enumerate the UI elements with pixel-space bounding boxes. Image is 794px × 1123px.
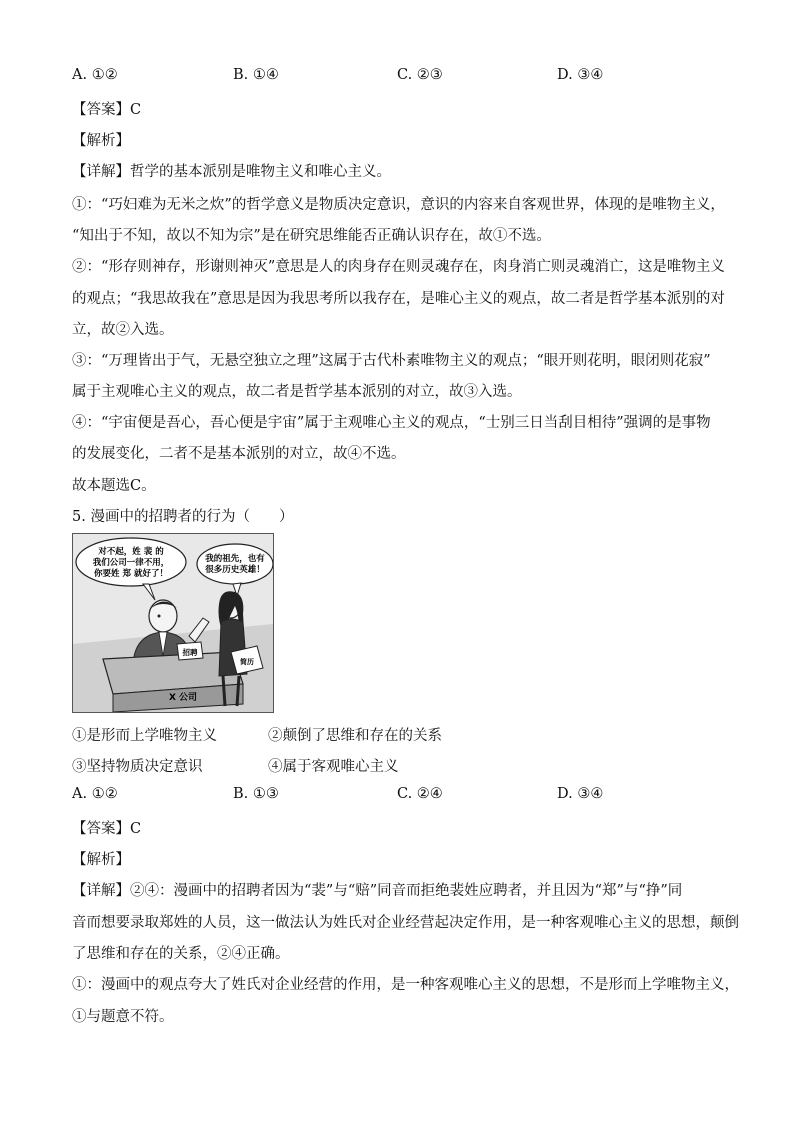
q5-statement: ①是形而上学唯物主义: [72, 728, 217, 744]
bubble-left-line: 我们公司一律不用，: [92, 558, 170, 568]
recruit-sign: 招聘: [182, 648, 198, 657]
bubble-right-line: 我的祖先，也有: [205, 554, 265, 564]
q4-explain-line: ④：“宇宙便是吾心，吾心便是宇宙”属于主观唯心主义的观点，“士别三日当刮目相待”强调的是事物: [72, 415, 711, 431]
cartoon-illustration: [72, 533, 274, 713]
q4-option-a: A. ①②: [72, 67, 118, 83]
q4-option-c: C. ②③: [397, 67, 443, 83]
bubble-right-line: 很多历史英雄！: [205, 565, 265, 575]
q4-explain-line: 的发展变化，二者不是基本派别的对立，故④不选。: [72, 446, 406, 462]
q5-answer: 【答案】C: [72, 821, 142, 837]
q5-option-b: B. ①③: [233, 786, 279, 802]
q4-option-b: B. ①④: [233, 67, 279, 83]
bubble-left-line: 你要姓 郑 就好了！: [94, 569, 168, 579]
q4-explain-line: ①：“巧妇难为无米之炊”的哲学意义是物质决定意识，意识的内容来自客观世界，体现的是唯物主义，: [72, 197, 725, 213]
desk-label: X 公司: [168, 693, 198, 703]
q4-explain-line: 的观点；“我思故我在”意思是因为我思考所以我存在，是唯心主义的观点，故二者是哲学基本派别的对: [72, 291, 725, 307]
q4-explain-line: ③：“万理皆出于气，无悬空独立之理”这属于古代朴素唯物主义的观点；“眼开则花明，眼闭则花寂”: [72, 353, 711, 369]
q5-explain-line: ①：漫画中的观点夸大了姓氏对企业经营的作用，是一种客观唯心主义的思想，不是形而上学唯物主义，: [72, 977, 739, 993]
q5-stem: 5. 漫画中的招聘者的行为（ ）: [72, 509, 294, 525]
q5-analysis-label: 【解析】: [72, 852, 130, 868]
resume-paper: 简历: [240, 658, 254, 666]
q4-explain-line: “知出于不知，故以不知为宗”是在研究思维能否正确认识存在，故①不选。: [72, 228, 551, 244]
q5-statement: ②颠倒了思维和存在的关系: [268, 728, 442, 744]
q5-option-d: D. ③④: [557, 786, 604, 802]
bubble-left-line: 对不起，姓 裴 的: [98, 547, 164, 557]
q5-explain-line: 【详解】②④：漫画中的招聘者因为“裴”与“赔”同音而拒绝裴姓应聘者，并且因为“郑”与“挣”同: [72, 883, 683, 899]
q5-explain-line: 了思维和存在的关系，②④正确。: [72, 946, 290, 962]
q5-statement: ④属于客观唯心主义: [268, 759, 399, 775]
q5-option-c: C. ②④: [397, 786, 443, 802]
q4-explain-line: 立，故②入选。: [72, 322, 174, 338]
q4-explain-line: ②：“形存则神存，形谢则神灭”意思是人的肉身存在则灵魂存在，肉身消亡则灵魂消亡，这是唯物主义: [72, 259, 725, 275]
q5-explain-line: 音而想要录取郑姓的人员，这一做法认为姓氏对企业经营起决定作用，是一种客观唯心主义的思想，颠倒: [72, 915, 739, 931]
q5-explain-line: ①与题意不符。: [72, 1009, 174, 1025]
q4-option-d: D. ③④: [557, 67, 604, 83]
q4-explain-line: 属于主观唯心主义的观点，故二者是哲学基本派别的对立，故③入选。: [72, 384, 522, 400]
q4-explain-line: 【详解】哲学的基本派别是唯物主义和唯心主义。: [72, 164, 391, 180]
q4-conclusion: 故本题选C。: [72, 478, 156, 494]
q4-answer: 【答案】C: [72, 102, 142, 118]
q5-statement: ③坚持物质决定意识: [72, 759, 203, 775]
q4-analysis-label: 【解析】: [72, 133, 130, 149]
q5-option-a: A. ①②: [72, 786, 118, 802]
